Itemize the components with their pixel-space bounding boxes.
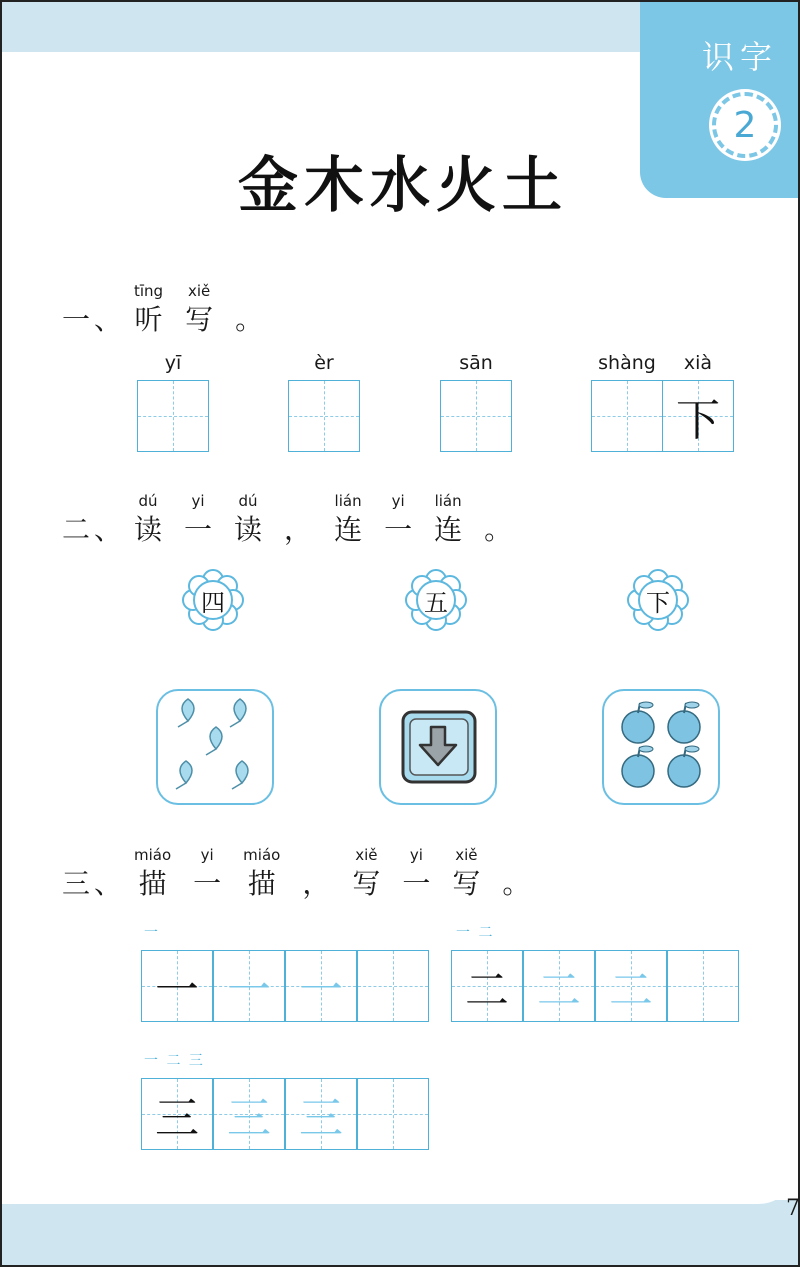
pinyin-label: xià (683, 352, 713, 374)
flower-char: 四 (201, 588, 225, 617)
down-arrow-icon (381, 691, 495, 803)
pinyin: yi (391, 492, 405, 510)
section1-heading (62, 282, 285, 338)
section3-number: 三、 (62, 867, 127, 900)
practice-cell[interactable] (357, 950, 429, 1022)
ruby-word (402, 846, 430, 902)
flower-badge[interactable] (404, 568, 468, 632)
hanzi: 一 (402, 867, 431, 900)
model-char: 一 (155, 965, 199, 1016)
pinyin: lián (334, 492, 362, 510)
ruby-word (452, 846, 480, 902)
hanzi: 读 (134, 513, 163, 546)
ruby-word (434, 492, 462, 548)
practice-cell[interactable] (213, 1078, 285, 1150)
pinyin-label: èr (314, 352, 334, 374)
hanzi: 读 (234, 513, 263, 546)
ruby-word (184, 492, 212, 548)
ruby-word (243, 846, 280, 902)
stroke-order-hint: 一 (144, 925, 160, 941)
flower-char: 下 (646, 588, 670, 617)
writing-cell[interactable] (137, 380, 209, 452)
pinyin: yi (191, 492, 205, 510)
punctuation: 。 (484, 513, 513, 546)
page-number: 7 (786, 1196, 800, 1221)
hanzi: 连 (434, 513, 463, 546)
model-char: 三 (155, 1093, 199, 1144)
pinyin: dú (138, 492, 158, 510)
hanzi: 写 (352, 867, 381, 900)
stroke-order-hint: 一 二 三 (144, 1053, 205, 1069)
pinyin: dú (238, 492, 258, 510)
ruby-word (185, 282, 213, 338)
practice-cell[interactable] (357, 1078, 429, 1150)
writing-cell[interactable] (662, 380, 734, 452)
ruby-word (334, 492, 362, 548)
section2-number: 二、 (62, 513, 127, 546)
punctuation: ， (302, 867, 331, 900)
ruby-word (234, 492, 262, 548)
section3-heading (62, 846, 552, 902)
page-title: 金木水火土 (238, 151, 568, 221)
punctuation: ， (284, 513, 313, 546)
practice-cell[interactable] (213, 950, 285, 1022)
ruby-word (134, 492, 162, 548)
practice-cell[interactable] (523, 950, 595, 1022)
hanzi: 听 (134, 303, 163, 336)
hanzi: 一 (184, 513, 213, 546)
pinyin: lián (434, 492, 462, 510)
hanzi: 描 (247, 867, 276, 900)
pinyin: miáo (134, 846, 172, 864)
ruby-word (134, 846, 171, 902)
writing-cell[interactable] (591, 380, 663, 452)
hanzi: 写 (452, 867, 481, 900)
apples-icon (604, 691, 718, 803)
trace-char: 二 (537, 965, 581, 1016)
practice-cell[interactable] (141, 950, 213, 1022)
picture-card-apples[interactable] (602, 689, 720, 805)
ruby-word (384, 492, 412, 548)
pinyin: xiě (455, 846, 478, 864)
pinyin-label: sān (459, 352, 493, 374)
pinyin: yi (409, 846, 423, 864)
hanzi: 写 (185, 303, 214, 336)
hanzi: 一 (193, 867, 222, 900)
writing-cell[interactable] (288, 380, 360, 452)
punctuation: 。 (502, 867, 531, 900)
lesson-number: 2 (733, 104, 757, 146)
section2-heading (62, 492, 534, 548)
flower-badge[interactable] (181, 568, 245, 632)
trace-char: 一 (299, 965, 343, 1016)
picture-card-peaches[interactable] (156, 689, 274, 805)
practice-cell[interactable] (595, 950, 667, 1022)
trace-char: 三 (227, 1093, 271, 1144)
section1-number: 一、 (62, 303, 127, 336)
picture-card-down-arrow[interactable] (379, 689, 497, 805)
writing-cell[interactable] (440, 380, 512, 452)
peaches-icon (158, 691, 272, 803)
pinyin: xiě (355, 846, 378, 864)
trace-char: 一 (227, 965, 271, 1016)
hanzi: 描 (138, 867, 167, 900)
bottom-band (2, 1200, 798, 1265)
flower-char: 五 (424, 588, 448, 617)
practice-cell[interactable] (285, 950, 357, 1022)
pinyin-label: shàng (598, 352, 656, 374)
pinyin-label: yī (164, 352, 182, 374)
pinyin: tīng (134, 282, 164, 300)
ruby-word (193, 846, 221, 902)
practice-cell[interactable] (667, 950, 739, 1022)
practice-cell[interactable] (285, 1078, 357, 1150)
pinyin: miáo (243, 846, 281, 864)
trace-char: 二 (609, 965, 653, 1016)
pinyin: yi (200, 846, 214, 864)
flower-badge[interactable] (626, 568, 690, 632)
stroke-order-hint: 一 二 (456, 925, 495, 941)
ruby-word (352, 846, 380, 902)
punctuation: 。 (235, 303, 264, 336)
pinyin: xiě (187, 282, 211, 300)
hanzi: 连 (334, 513, 363, 546)
hanzi: 一 (384, 513, 413, 546)
ruby-word (134, 282, 163, 338)
practice-cell[interactable] (451, 950, 523, 1022)
trace-char: 三 (299, 1093, 343, 1144)
model-char: 二 (465, 965, 509, 1016)
lesson-label: 识字 (702, 38, 779, 76)
practice-cell[interactable] (141, 1078, 213, 1150)
given-char: 下 (676, 395, 720, 446)
